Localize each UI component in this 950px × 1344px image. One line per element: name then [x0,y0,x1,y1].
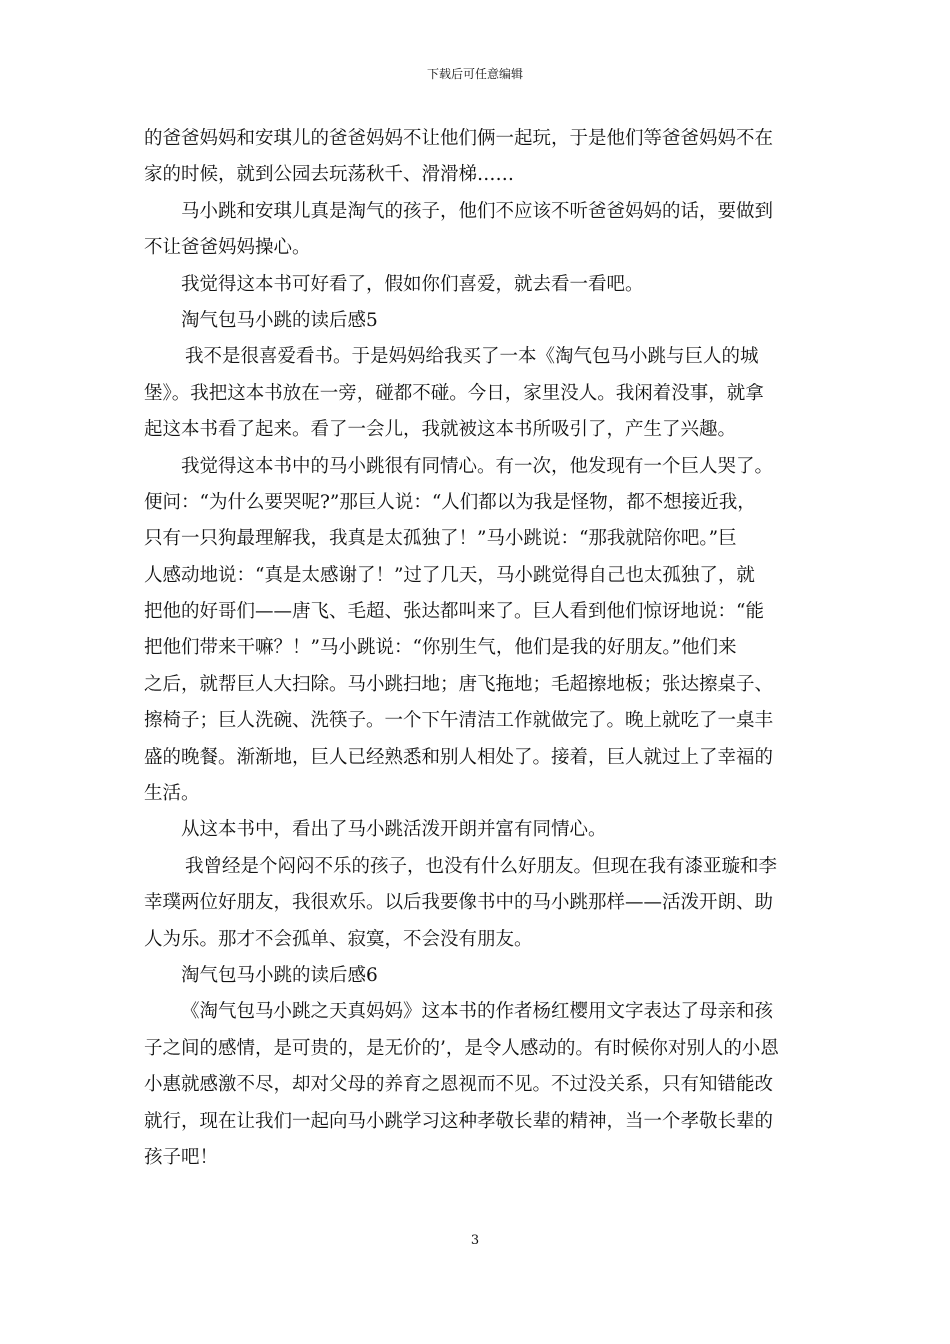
text-line: 《淘气包马小跳之天真妈妈》这本书的作者杨红樱用文字表达了母亲和孩 [181,1001,774,1023]
text-line: 不让爸爸妈妈操心。 [144,237,311,259]
page-header: 下载后可任意编辑 [426,67,523,81]
text-line: 盛的晚餐。渐渐地，巨人已经熟悉和别人相处了。接着，巨人就过上了幸福的 [144,746,774,768]
text-line: 家的时候，就到公园去玩荡秋千、滑滑梯…… [144,164,515,186]
text-line: 我曾经是个闷闷不乐的孩子，也没有什么好朋友。但现在我有漆亚璇和李 [185,855,778,877]
page-number: 3 [470,1233,480,1248]
section-heading: 淘气包马小跳的读后感6 [181,964,378,986]
text-line: 马小跳和安琪儿真是淘气的孩子，他们不应该不听爸爸妈妈的话，要做到 [181,200,774,222]
text-line: 把他们带来干嘛？！”马小跳说：“你别生气，他们是我的好朋友。”他们来 [144,637,737,659]
text-line: 我觉得这本书中的马小跳很有同情心。有一次，他发现有一个巨人哭了。 [181,455,774,477]
text-line: 从这本书中，看出了马小跳活泼开朗并富有同情心。 [181,819,607,841]
text-line: 子之间的感情，是可贵的，是无价的’，是令人感动的。有时候你对别人的小恩 [144,1037,779,1059]
text-line: 只有一只狗最理解我，我真是太孤独了！”马小跳说：“那我就陪你吧。”巨 [144,528,737,550]
text-line: 我不是很喜爱看书。于是妈妈给我买了一本《淘气包马小跳与巨人的城 [185,346,759,368]
text-line: 把他的好哥们——唐飞、毛超、张达都叫来了。巨人看到他们惊讶地说：“能 [144,601,764,623]
text-line: 之后，就帮巨人大扫除。马小跳扫地；唐飞拖地；毛超擦地板；张达擦桌子、 [144,673,774,695]
text-line: 幸璞两位好朋友，我很欢乐。以后我要像书中的马小跳那样——活泼开朗、助 [144,892,774,914]
section-heading: 淘气包马小跳的读后感5 [181,309,378,331]
text-line: 孩子吧！ [144,1146,219,1168]
text-line: 的爸爸妈妈和安琪儿的爸爸妈妈不让他们俩一起玩，于是他们等爸爸妈妈不在 [144,128,774,149]
text-line: 堡》。我把这本书放在一旁，碰都不碰。今日，家里没人。我闲着没事，就拿 [144,382,764,404]
text-line: 人感动地说：“真是太感谢了！”过了几天，马小跳觉得自己也太孤独了，就 [144,564,755,586]
text-line: 擦椅子；巨人洗碗、洗筷子。一个下午清洁工作就做完了。晚上就吃了一桌丰 [144,710,774,732]
text-line: 便问：“为什么要哭呢?”那巨人说：“人们都以为我是怪物，都不想接近我， [144,491,756,513]
document-body [144,121,808,1176]
text-line: 起这本书看了起来。看了一会儿，我就被这本书所吸引了，产生了兴趣。 [144,419,737,441]
text-line: 小惠就感激不尽，却对父母的养育之恩视而不见。不过没关系，只有知错能改 [144,1074,774,1096]
text-line: 就行，现在让我们一起向马小跳学习这种孝敬长辈的精神，当一个孝敬长辈的 [144,1110,774,1132]
text-line: 我觉得这本书可好看了，假如你们喜爱，就去看一看吧。 [181,273,644,295]
text-line: 人为乐。那才不会孤单、寂寞，不会没有朋友。 [144,928,533,950]
text-line: 生活。 [144,783,200,805]
